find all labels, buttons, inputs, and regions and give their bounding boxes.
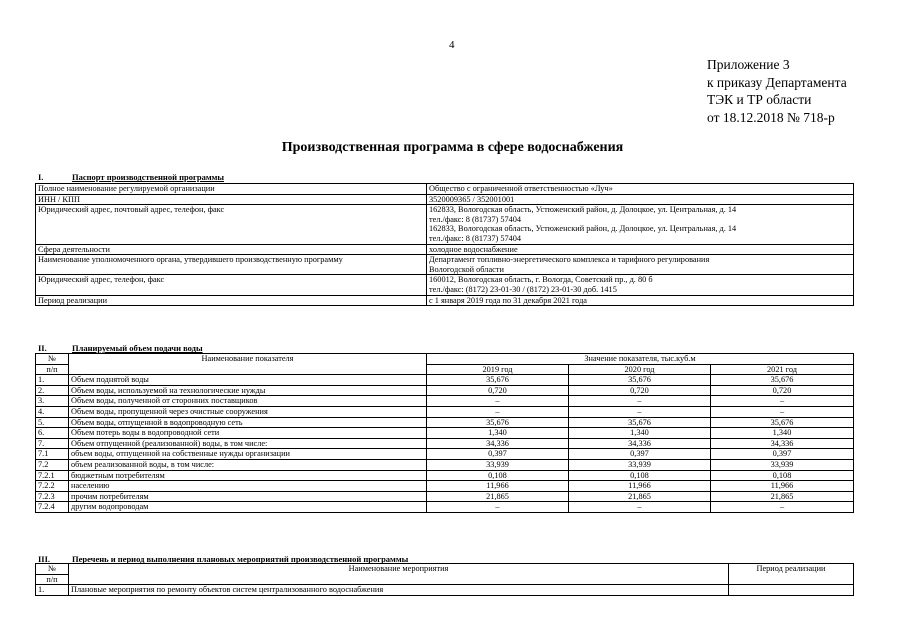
passport-value-line: 162833, Вологодская область, Устюженский район, д. Долоцкое, ул. Центральная, д. 14 xyxy=(429,224,737,234)
passport-value-line: Общество с ограниченной ответственностью «Луч» xyxy=(429,184,613,193)
row-value: 0,108 xyxy=(711,470,854,481)
row-value: – xyxy=(427,406,569,417)
row-name: Объем воды, используемой на технологические нужды xyxy=(69,385,427,396)
row-name: бюджетным потребителям xyxy=(69,470,427,481)
row-number: 7.2.1 xyxy=(36,470,69,481)
row-number: 5. xyxy=(36,417,69,428)
header-year: 2020 год xyxy=(569,364,711,375)
row-name: Объем поднятой воды xyxy=(69,375,427,386)
table-row xyxy=(36,396,854,407)
document-title: Производственная программа в сфере водоснабжения xyxy=(281,140,624,155)
appendix-line: от 18.12.2018 № 718-р xyxy=(707,109,835,125)
passport-value xyxy=(427,205,854,244)
section-title: Планируемый объем подачи воды xyxy=(72,343,203,353)
table-row xyxy=(36,438,854,449)
row-value: – xyxy=(569,406,711,417)
row-name: Плановые мероприятия по ремонту объектов систем централизованного водоснабжения xyxy=(69,585,729,596)
row-number: 1. xyxy=(36,585,69,596)
passport-label: Юридический адрес, телефон, факс xyxy=(36,275,427,295)
passport-row xyxy=(36,205,854,244)
row-name: Объем воды, отпущенной в водопроводную сеть xyxy=(69,417,427,428)
passport-value-line: 3520009365 / 352001001 xyxy=(429,194,515,204)
row-number: 2. xyxy=(36,385,69,396)
passport-value-line: тел./факс: 8 (81737) 57404 xyxy=(429,214,522,224)
header-num-sub: п/п xyxy=(36,364,69,375)
passport-value-line: тел./факс: (8172) 23-01-30 / (8172) 23-01-30 доб. 1415 xyxy=(429,284,617,294)
row-name: Объем воды, пропущенной через очистные сооружения xyxy=(69,406,427,417)
row-value: 33,939 xyxy=(569,459,711,470)
row-value: 0,397 xyxy=(711,449,854,460)
table-row xyxy=(36,428,854,439)
row-value: 0,720 xyxy=(569,385,711,396)
row-value: 35,676 xyxy=(711,375,854,386)
section-2-heading xyxy=(38,343,203,353)
section-number: II. xyxy=(38,343,47,353)
row-name: Объем воды, полученной от сторонних поставщиков xyxy=(69,396,427,407)
row-name: Объем потерь воды в водопроводной сети xyxy=(69,428,427,439)
row-value: 0,108 xyxy=(569,470,711,481)
section-title: Перечень и период выполнения плановых мероприятий производственной программы xyxy=(72,554,409,564)
row-value: – xyxy=(569,502,711,513)
table-header-row xyxy=(36,354,854,365)
row-value: 0,397 xyxy=(427,449,569,460)
row-value: 34,336 xyxy=(711,438,854,449)
row-value: 35,676 xyxy=(569,417,711,428)
header-year: 2021 год xyxy=(711,364,854,375)
passport-value xyxy=(427,184,854,195)
row-number: 3. xyxy=(36,396,69,407)
row-value: 34,336 xyxy=(427,438,569,449)
row-period xyxy=(729,585,854,596)
appendix-line: к приказу Департамента xyxy=(707,74,847,90)
passport-value xyxy=(427,244,854,255)
row-value: 11,966 xyxy=(569,481,711,492)
header-name: Наименование мероприятия xyxy=(69,564,729,585)
passport-value xyxy=(427,275,854,295)
passport-value xyxy=(427,255,854,275)
header-year: 2019 год xyxy=(427,364,569,375)
row-value: 21,865 xyxy=(427,491,569,502)
header-num: № xyxy=(36,564,69,575)
table-row xyxy=(36,502,854,513)
row-name: объем реализованной воды, в том числе: xyxy=(69,459,427,470)
passport-value xyxy=(427,194,854,205)
passport-label: Сфера деятельности xyxy=(36,244,427,255)
passport-row xyxy=(36,295,854,306)
row-number: 7.2.4 xyxy=(36,502,69,513)
passport-label: Наименование уполномоченного органа, утвердившего производственную программу xyxy=(36,255,427,275)
passport-label: Полное наименование регулируемой организации xyxy=(36,184,427,195)
passport-value-line: тел./факс: 8 (81737) 57404 xyxy=(429,233,522,243)
table-row xyxy=(36,449,854,460)
passport-row xyxy=(36,275,854,295)
row-number: 4. xyxy=(36,406,69,417)
table-row xyxy=(36,470,854,481)
row-number: 7. xyxy=(36,438,69,449)
table-row xyxy=(36,491,854,502)
table-header-row xyxy=(36,564,854,575)
row-value: – xyxy=(427,396,569,407)
row-value: 21,865 xyxy=(711,491,854,502)
row-number: 7.2.3 xyxy=(36,491,69,502)
passport-value-line: Департамент топливно-энергетического комплекса и тарифного регулирования xyxy=(429,255,710,265)
row-name: прочим потребителям xyxy=(69,491,427,502)
appendix-line: ТЭК и ТР области xyxy=(707,92,812,107)
section-title: Паспорт производственной программы xyxy=(72,172,225,182)
passport-row xyxy=(36,244,854,255)
row-name: другим водопроводам xyxy=(69,502,427,513)
row-value: 35,676 xyxy=(427,417,569,428)
passport-row xyxy=(36,194,854,205)
activities-table xyxy=(35,563,854,596)
row-value: – xyxy=(711,406,854,417)
row-value: 11,966 xyxy=(711,481,854,492)
passport-value-line: 160012, Вологодская область, г. Вологда, Советский пр., д. 80 б xyxy=(429,275,653,285)
row-value: 21,865 xyxy=(569,491,711,502)
row-number: 7.2 xyxy=(36,459,69,470)
row-name: населению xyxy=(69,481,427,492)
table-row xyxy=(36,406,854,417)
row-value: 0,397 xyxy=(569,449,711,460)
row-value: 11,966 xyxy=(427,481,569,492)
passport-value-line: холодное водоснабжение xyxy=(429,244,518,254)
row-value: 35,676 xyxy=(711,417,854,428)
row-value: 34,336 xyxy=(569,438,711,449)
row-number: 6. xyxy=(36,428,69,439)
header-value: Значение показателя, тыс.куб.м xyxy=(427,354,854,365)
row-name: объем воды, отпущенной на собственные нужды организации xyxy=(69,449,427,460)
row-value: 0,720 xyxy=(711,385,854,396)
appendix-line: Приложение 3 xyxy=(707,57,790,72)
row-value: 1,340 xyxy=(569,428,711,439)
table-row xyxy=(36,417,854,428)
row-value: – xyxy=(427,502,569,513)
appendix-note xyxy=(707,56,847,126)
row-value: 1,340 xyxy=(427,428,569,439)
passport-value-line: 162833, Вологодская область, Устюженский район, д. Долоцкое, ул. Центральная, д. 14 xyxy=(429,205,737,215)
table-row xyxy=(36,481,854,492)
header-period: Период реализации xyxy=(729,564,854,585)
row-name: Объем отпущенной (реализованной) воды, в том числе: xyxy=(69,438,427,449)
passport-table xyxy=(35,183,854,306)
section-1-heading xyxy=(38,172,224,182)
row-number: 7.2.2 xyxy=(36,481,69,492)
row-value: – xyxy=(569,396,711,407)
section-number: III. xyxy=(38,554,51,564)
table-row xyxy=(36,459,854,470)
row-value: 0,720 xyxy=(427,385,569,396)
row-value: 35,676 xyxy=(427,375,569,386)
row-value: 33,939 xyxy=(711,459,854,470)
row-value: 0,108 xyxy=(427,470,569,481)
row-value: 33,939 xyxy=(427,459,569,470)
passport-value xyxy=(427,295,854,306)
row-number: 7.1 xyxy=(36,449,69,460)
passport-label: Период реализации xyxy=(36,295,427,306)
passport-row xyxy=(36,255,854,275)
header-num: № xyxy=(36,354,69,365)
water-volume-table xyxy=(35,353,854,513)
page-number: 4 xyxy=(449,39,455,51)
row-number: 1. xyxy=(36,375,69,386)
table-row xyxy=(36,385,854,396)
passport-label: Юридический адрес, почтовый адрес, телефон, факс xyxy=(36,205,427,244)
passport-row xyxy=(36,184,854,195)
table-row xyxy=(36,375,854,386)
table-row xyxy=(36,585,854,596)
header-name: Наименование показателя xyxy=(69,354,427,375)
passport-value-line: с 1 января 2019 года по 31 декабря 2021 года xyxy=(429,295,587,305)
section-number: I. xyxy=(38,172,44,182)
row-value: 1,340 xyxy=(711,428,854,439)
row-value: – xyxy=(711,502,854,513)
passport-value-line: Вологодской области xyxy=(429,264,504,274)
header-num-sub: п/п xyxy=(36,574,69,585)
row-value: – xyxy=(711,396,854,407)
row-value: 35,676 xyxy=(569,375,711,386)
passport-label: ИНН / КПП xyxy=(36,194,427,205)
